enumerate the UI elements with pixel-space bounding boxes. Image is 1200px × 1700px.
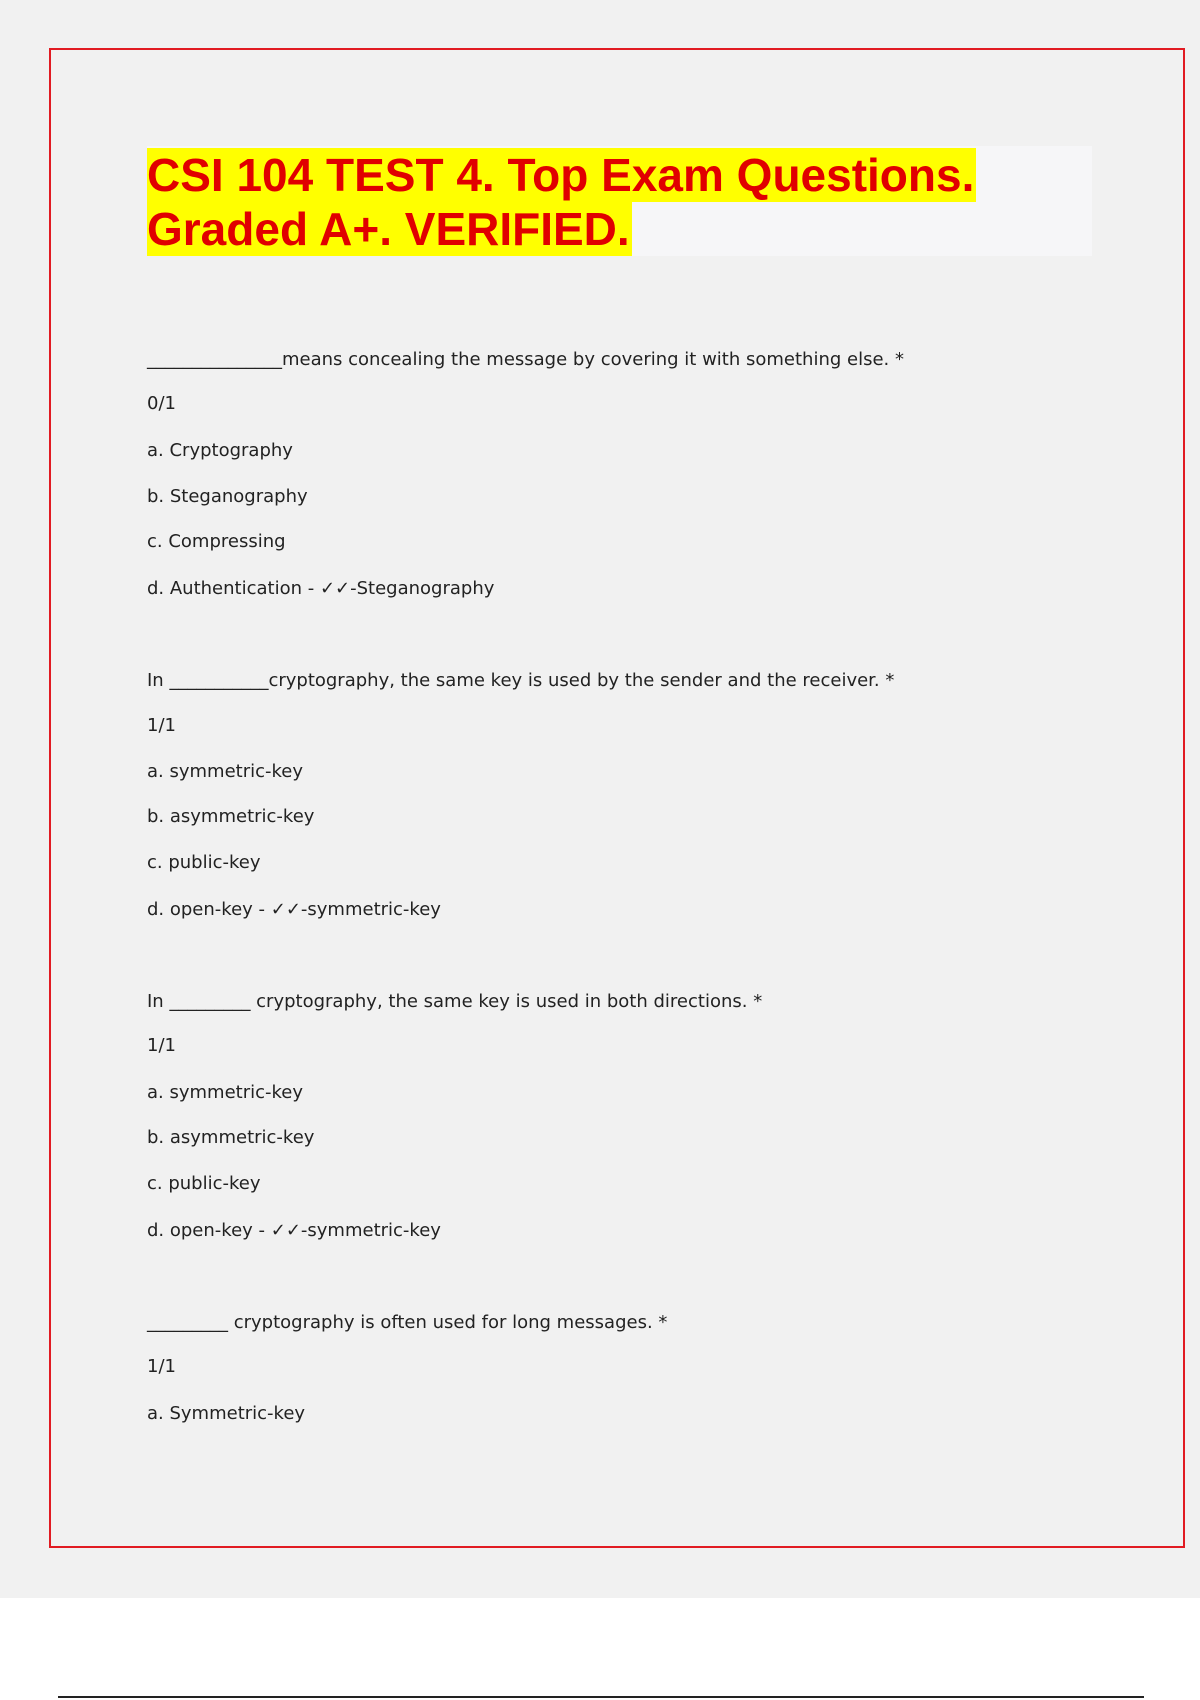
- option-a: a. symmetric-key: [147, 1082, 304, 1103]
- page-divider-line: [58, 1696, 1144, 1698]
- question-score: 1/1: [147, 715, 176, 736]
- next-page-area: [0, 1598, 1200, 1700]
- option-a: a. Cryptography: [147, 440, 293, 461]
- question-prompt: In ___________cryptography, the same key is used by the sender and the receiver. *: [147, 670, 895, 691]
- question-prompt: _______________means concealing the message by covering it with something else. *: [147, 349, 904, 370]
- option-a: a. Symmetric-key: [147, 1403, 306, 1424]
- option-b: b. Steganography: [147, 486, 308, 507]
- option-d-answer: d. open-key - ✓✓-symmetric-key: [147, 899, 441, 920]
- option-d-answer: d. Authentication - ✓✓-Steganography: [147, 578, 495, 599]
- question-score: 1/1: [147, 1356, 176, 1377]
- question-prompt: In _________ cryptography, the same key is used in both directions. *: [147, 991, 763, 1012]
- option-c: c. public-key: [147, 852, 261, 873]
- option-a: a. symmetric-key: [147, 761, 304, 782]
- option-d-answer: d. open-key - ✓✓-symmetric-key: [147, 1220, 441, 1241]
- option-b: b. asymmetric-key: [147, 806, 315, 827]
- document-title-line-2: Graded A+. VERIFIED.: [147, 203, 630, 255]
- document-page: [49, 48, 1185, 1548]
- option-c: c. public-key: [147, 1173, 261, 1194]
- question-score: 1/1: [147, 1035, 176, 1056]
- question-prompt: _________ cryptography is often used for long messages. *: [147, 1312, 668, 1333]
- option-b: b. asymmetric-key: [147, 1127, 315, 1148]
- question-score: 0/1: [147, 393, 176, 414]
- option-c: c. Compressing: [147, 531, 286, 552]
- document-title-line-1: CSI 104 TEST 4. Top Exam Questions.: [147, 149, 975, 201]
